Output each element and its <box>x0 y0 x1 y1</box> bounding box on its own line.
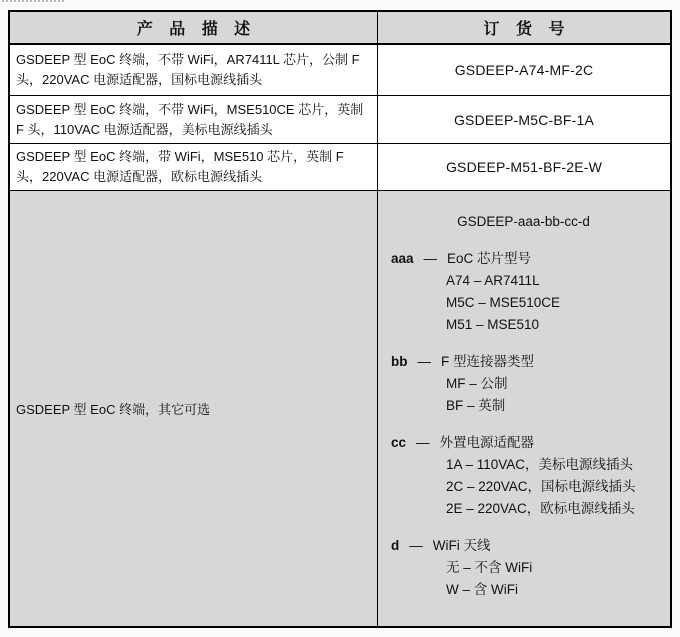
section-heading <box>391 535 666 557</box>
table-row <box>10 143 670 190</box>
product-description-text: GSDEEP 型 EoC 终端，不带 WiFi，MSE510CE 芯片，英制 F 头，110VAC 电源适配器，美标电源线插头 <box>16 101 364 137</box>
dash-separator: — <box>416 435 430 450</box>
section-power-adapter <box>391 432 666 520</box>
column-header-order-number: 订 货 号 <box>483 21 571 38</box>
option-item: MF – 公制 <box>446 376 508 391</box>
option-item: M5C – MSE510CE <box>446 295 561 310</box>
section-label: WiFi 天线 <box>432 538 491 553</box>
section-key: cc <box>391 435 407 450</box>
section-heading <box>391 351 666 373</box>
option-item: W – 含 WiFi <box>446 582 518 597</box>
product-description <box>10 96 378 143</box>
options-description <box>10 191 378 626</box>
section-wifi-antenna <box>391 535 666 601</box>
dash-separator: — <box>409 538 423 553</box>
option-item: 2C – 220VAC，国标电源线插头 <box>446 479 636 494</box>
ordering-code-legend <box>378 191 670 626</box>
section-label: 外置电源适配器 <box>439 435 535 450</box>
option-item: 2E – 220VAC，欧标电源线插头 <box>446 501 635 516</box>
section-heading <box>391 432 666 454</box>
product-description <box>10 45 378 95</box>
options-row <box>10 190 670 626</box>
product-description-text: GSDEEP 型 EoC 终端，不带 WiFi，AR7411L 芯片，公制 F 头，220VAC 电源适配器，国标电源线插头 <box>16 52 360 87</box>
order-number: GSDEEP-M5C-BF-1A <box>453 111 595 128</box>
section-key: bb <box>391 354 408 369</box>
product-order-table <box>8 10 672 628</box>
cropped-text-artifact <box>2 0 64 2</box>
options-description-text: GSDEEP 型 EoC 终端，其它可选 <box>16 402 211 417</box>
column-header-product-description: 产 品 描 述 <box>10 12 378 43</box>
section-key: aaa <box>391 251 414 266</box>
option-item: A74 – AR7411L <box>446 273 540 288</box>
table-row <box>10 45 670 95</box>
table-header-row <box>10 12 670 45</box>
order-number: GSDEEP-M51-BF-2E-W <box>445 159 603 175</box>
option-item: BF – 英制 <box>446 398 506 413</box>
option-item: 无 – 不含 WiFi <box>446 560 533 575</box>
section-chip-model <box>391 248 666 336</box>
option-item: M51 – MSE510 <box>446 317 540 332</box>
section-heading <box>391 248 666 270</box>
dash-separator: — <box>417 354 431 369</box>
product-description <box>10 144 378 190</box>
order-number: GSDEEP-A74-MF-2C <box>454 62 594 78</box>
product-description-text: GSDEEP 型 EoC 终端，带 WiFi，MSE510 芯片，英制 F 头，220VAC 电源适配器，欧标电源线插头 <box>16 149 344 184</box>
section-key: d <box>391 538 400 553</box>
section-label: F 型连接器类型 <box>441 354 534 369</box>
dash-separator: — <box>423 251 438 266</box>
table-row <box>10 95 670 143</box>
option-item: 1A – 110VAC，美标电源线插头 <box>446 457 634 472</box>
order-code-format: GSDEEP-aaa-bb-cc-d <box>457 214 590 229</box>
section-label: EoC 芯片型号 <box>447 251 532 266</box>
section-connector-type <box>391 351 666 417</box>
